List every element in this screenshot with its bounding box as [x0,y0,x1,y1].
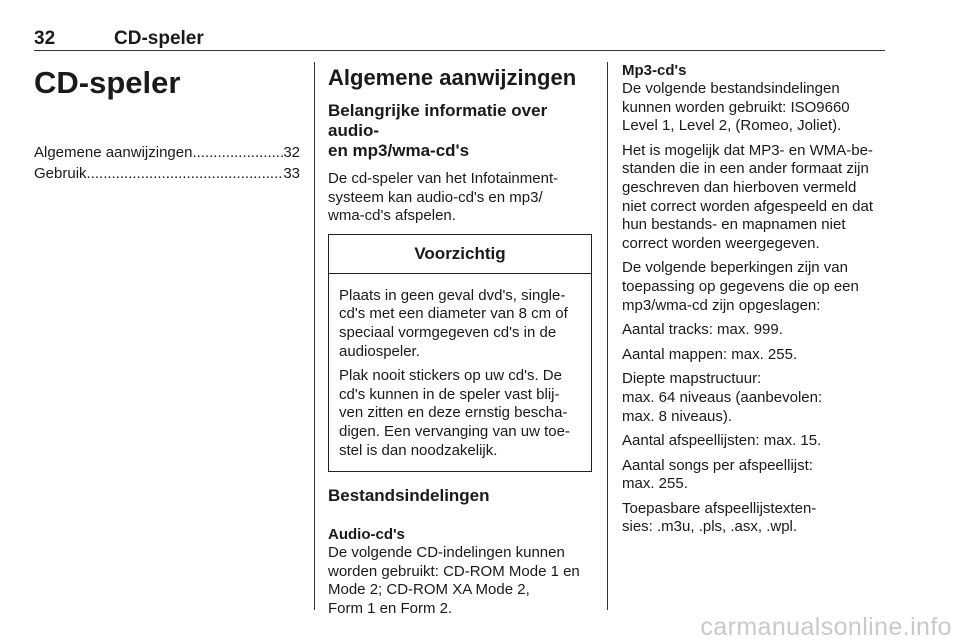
text-line: correct worden weergegeven. [622,234,820,252]
text-line: speciaal vormgegeven cd's in de [339,323,557,341]
text-line: standen die in een ander formaat zijn [622,160,869,178]
text-line: stel is dan noodzakelijk. [339,441,498,459]
text-line: audiospeler. [339,342,420,360]
caution-paragraph [339,367,582,460]
text-line: digen. Een vervanging van uw toe- [339,422,570,440]
section-title: Algemene aanwijzingen [328,65,577,90]
limit-folder-depth [622,370,890,426]
text-line: systeem kan audio-cd's en mp3/ [328,188,543,206]
text-line: max. 64 niveaus (aanbevolen: [622,388,823,406]
text-line: cd's met een diameter van 8 cm of [339,305,568,323]
text-line: hun bestands- en mapnamen niet [622,216,846,234]
toc-leader-dots [192,142,283,163]
text-line: Level 1, Level 2, (Romeo, Joliet). [622,117,842,135]
text-line: De volgende bestandsindelingen [622,80,840,97]
caution-title: Voorzichtig [329,235,591,274]
limits-intro-paragraph [622,259,890,315]
page-number: 32 [34,28,56,49]
text-line: Het is mogelijk dat MP3- en WMA-be- [622,141,873,159]
watermark: carmanualsonline.info [700,613,952,641]
left-column [34,62,300,184]
text-line: niet correct worden afgespeeld en dat [622,197,873,215]
mp3-cd-heading: Mp3-cd's [622,62,687,79]
limit-tracks: Aantal tracks: max. 999. [622,321,783,339]
caution-box [328,234,592,472]
text-line: geschreven dan hierboven vermeld [622,178,857,196]
toc-leader-dots [87,163,284,184]
section-subtitle [328,101,592,161]
text-line: cd's kunnen in de speler vast blij- [339,385,560,403]
text-line: worden gebruikt: CD-ROM Mode 1 en [328,562,580,580]
playlist-extensions [622,500,890,537]
column-divider-1 [314,62,315,610]
text-line: De cd-speler van het Infotainment- [328,170,559,187]
toc-label: Algemene aanwijzingen [34,144,193,161]
limit-folders: Aantal mappen: max. 255. [622,345,798,363]
mp3-formats-paragraph [622,80,890,136]
toc-entry-gebruik[interactable] [34,163,300,184]
formats-heading: Bestandsindelingen [328,486,490,506]
right-column [622,62,890,543]
audio-cd-heading: Audio-cd's [328,526,405,544]
toc-label: Gebruik [34,165,87,182]
text-line: ven zitten en deze ernstig bescha- [339,404,568,422]
mp3-compat-paragraph [622,142,890,254]
text-line: Diepte mapstructuur: [622,370,762,388]
subtitle-line: en mp3/wma-cd's [328,141,470,160]
text-line: toepassing op gegevens die op een [622,277,859,295]
text-line: max. 8 niveaus). [622,407,733,425]
subtitle-line: Belangrijke informatie over audio- [328,101,548,140]
text-line: Plaats in geen geval dvd's, single- [339,286,566,304]
caution-body [329,274,591,471]
middle-column [328,62,592,625]
column-divider-2 [607,62,608,610]
limit-playlists: Aantal afspeellijsten: max. 15. [622,432,822,450]
running-header-title: CD-speler [114,28,204,49]
toc-entry-algemene-aanwijzingen[interactable] [34,142,300,163]
text-line: sies: .m3u, .pls, .asx, .wpl. [622,518,798,536]
text-line: De volgende beperkingen zijn van [622,259,848,277]
chapter-title: CD-speler [34,65,181,100]
text-line: wma-cd's afspelen. [328,207,456,225]
text-line: Mode 2; CD-ROM XA Mode 2, [328,581,530,599]
text-line: Form 1 en Form 2. [328,599,453,617]
text-line: mp3/wma-cd zijn opgeslagen: [622,296,821,314]
text-line: kunnen worden gebruikt: ISO9660 [622,98,850,116]
text-line: De volgende CD-indelingen kunnen [328,544,565,562]
text-line: max. 255. [622,475,688,493]
caution-paragraph [339,287,582,361]
text-line: Aantal songs per afspeellijst: [622,456,813,474]
toc-page-number: 32 [283,144,300,161]
audio-cd-paragraph [328,544,592,618]
toc-page-number: 33 [283,165,300,182]
limit-songs-per-playlist [622,457,890,494]
intro-paragraph [328,170,592,226]
text-line: Plak nooit stickers op uw cd's. De [339,367,562,385]
header-rule [34,50,885,51]
text-line: Toepasbare afspeellijstexten- [622,499,817,517]
